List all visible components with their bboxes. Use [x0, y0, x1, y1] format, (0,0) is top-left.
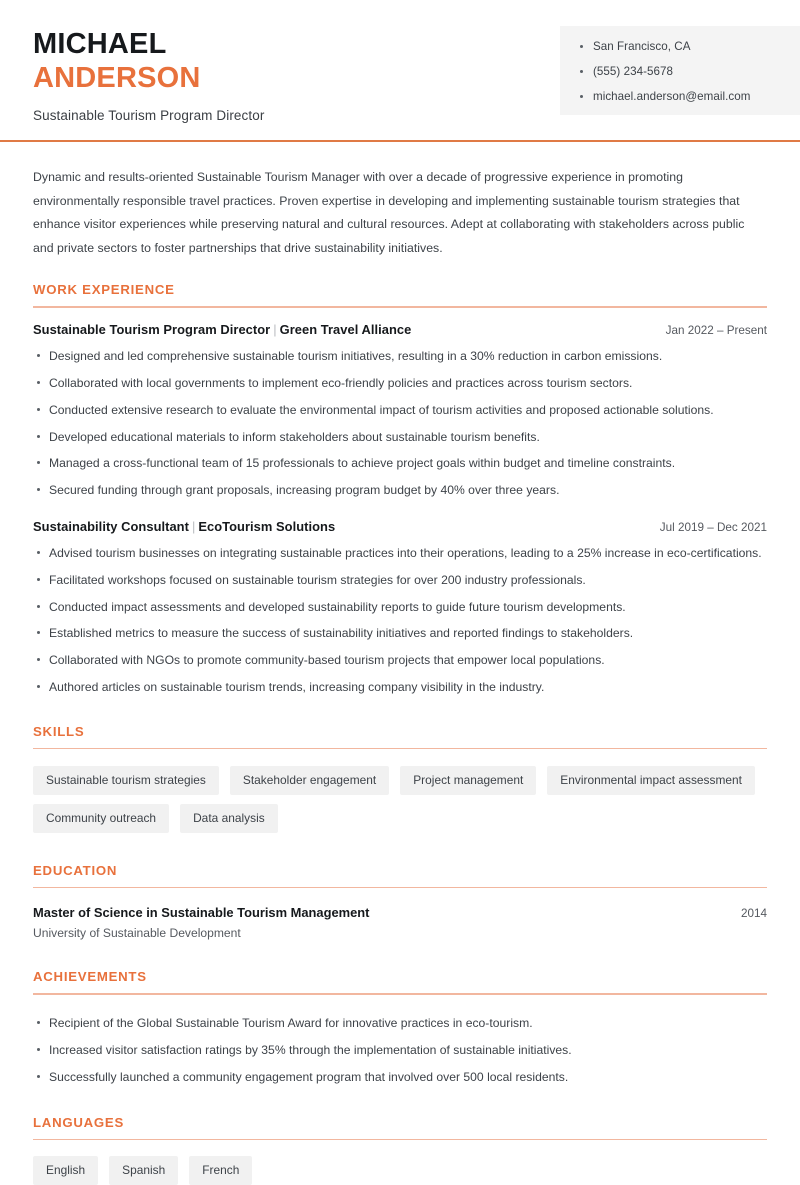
- experience-company: Green Travel Alliance: [279, 321, 412, 337]
- first-name: MICHAEL: [33, 28, 167, 60]
- bullet-item: Facilitated workshops focused on sustainable tourism strategies for over 200 industry professionals.: [33, 572, 767, 588]
- section-divider: [33, 1139, 767, 1140]
- experience-company: EcoTourism Solutions: [198, 518, 336, 534]
- section-title-work-experience: WORK EXPERIENCE: [33, 282, 175, 298]
- identity-block: [0, 26, 264, 123]
- skill-chip: Sustainable tourism strategies: [33, 766, 219, 795]
- bullet-item: Collaborated with local governments to implement eco-friendly policies and practices across tourism sectors.: [33, 375, 767, 391]
- bullet-item: Conducted impact assessments and developed sustainability reports to guide future tourism developments.: [33, 599, 767, 615]
- section-skills: [33, 724, 767, 833]
- contact-item-email[interactable]: michael.anderson@email.com: [580, 90, 784, 103]
- section-title-education: EDUCATION: [33, 863, 118, 879]
- skill-chip: Environmental impact assessment: [547, 766, 755, 795]
- education-entry: [33, 905, 767, 940]
- section-divider: [33, 306, 767, 307]
- experience-title-line: [33, 322, 411, 337]
- bullet-item: Secured funding through grant proposals, increasing program budget by 40% over three years.: [33, 482, 767, 498]
- headline-job-title: Sustainable Tourism Program Director: [33, 107, 265, 123]
- experience-date: Jul 2019 – Dec 2021: [659, 520, 767, 534]
- bullet-item: Managed a cross-functional team of 15 professionals to achieve project goals within budget and timeline constraints.: [33, 455, 767, 471]
- skill-chip: Stakeholder engagement: [230, 766, 389, 795]
- title-separator: |: [191, 518, 196, 534]
- resume-body: [0, 166, 800, 1185]
- section-divider: [33, 748, 767, 749]
- section-divider: [33, 887, 767, 888]
- bullet-item: Increased visitor satisfaction ratings by 35% through the implementation of sustainable initiatives.: [33, 1042, 767, 1058]
- bullet-item: Successfully launched a community engagement program that involved over 500 local residents.: [33, 1069, 767, 1085]
- experience-role: Sustainability Consultant: [33, 518, 189, 534]
- experience-role: Sustainable Tourism Program Director: [33, 321, 271, 337]
- education-degree: Master of Science in Sustainable Tourism Management: [33, 905, 370, 921]
- skill-chip: Data analysis: [180, 804, 278, 833]
- contact-item-phone[interactable]: (555) 234-5678: [580, 65, 784, 78]
- title-separator: |: [273, 321, 277, 337]
- bullet-item: Advised tourism businesses on integrating sustainable practices into their operations, leading to a 25% increase in eco-certifications.: [33, 545, 767, 561]
- experience-date: Jan 2022 – Present: [665, 323, 767, 337]
- skills-chip-list: [33, 766, 767, 833]
- section-divider: [33, 993, 767, 994]
- section-education: [33, 863, 767, 940]
- contact-panel: [560, 26, 800, 115]
- education-school: University of Sustainable Development: [33, 926, 241, 941]
- section-title-languages: LANGUAGES: [33, 1115, 125, 1131]
- bullet-item: Authored articles on sustainable tourism trends, increasing company visibility in the industry.: [33, 679, 767, 695]
- bullet-item: Conducted extensive research to evaluate the environmental impact of tourism activities and proposed actionable solutions.: [33, 402, 767, 418]
- section-work-experience: [33, 282, 767, 695]
- resume-header: [0, 0, 800, 142]
- experience-entry: [33, 519, 767, 696]
- section-title-skills: SKILLS: [33, 723, 85, 739]
- professional-summary: Dynamic and results-oriented Sustainable Tourism Manager with over a decade of progressive experience in promoting environmentally responsible travel practices. Proven expertise in developing and implementing sustainable tourism strategies that enhance visitor experiences while preserving natural and cultural resources. Adept at collaborating with stakeholders across public and private sectors to foster partnerships that drive sustainability initiatives.: [33, 170, 745, 255]
- achievement-bullets: [33, 1015, 767, 1085]
- bullet-item: Developed educational materials to inform stakeholders about sustainable tourism benefits.: [33, 429, 767, 445]
- section-achievements: [33, 969, 767, 1085]
- language-chip: Spanish: [109, 1156, 178, 1185]
- bullet-item: Designed and led comprehensive sustainable tourism initiatives, resulting in a 30% reduction in carbon emissions.: [33, 348, 767, 364]
- skill-chip: Community outreach: [33, 804, 169, 833]
- last-name: ANDERSON: [33, 61, 201, 94]
- section-languages: [33, 1115, 767, 1185]
- bullet-item: Collaborated with NGOs to promote community-based tourism projects that empower local populations.: [33, 652, 767, 668]
- skill-chip: Project management: [400, 766, 536, 795]
- experience-title-line: [33, 519, 335, 534]
- experience-entry: [33, 322, 767, 499]
- experience-bullets: [33, 348, 767, 499]
- experience-bullets: [33, 545, 767, 696]
- language-chip: French: [189, 1156, 252, 1185]
- header-divider: [0, 140, 800, 142]
- language-chip: English: [33, 1156, 98, 1185]
- languages-chip-list: [33, 1156, 767, 1185]
- bullet-item: Recipient of the Global Sustainable Tourism Award for innovative practices in eco-tourism.: [33, 1015, 767, 1031]
- bullet-item: Established metrics to measure the success of sustainability initiatives and reported findings to stakeholders.: [33, 625, 767, 641]
- section-title-achievements: ACHIEVEMENTS: [33, 969, 147, 985]
- education-year: 2014: [740, 907, 767, 921]
- contact-item-location: San Francisco, CA: [580, 40, 784, 53]
- contact-list: [580, 40, 784, 103]
